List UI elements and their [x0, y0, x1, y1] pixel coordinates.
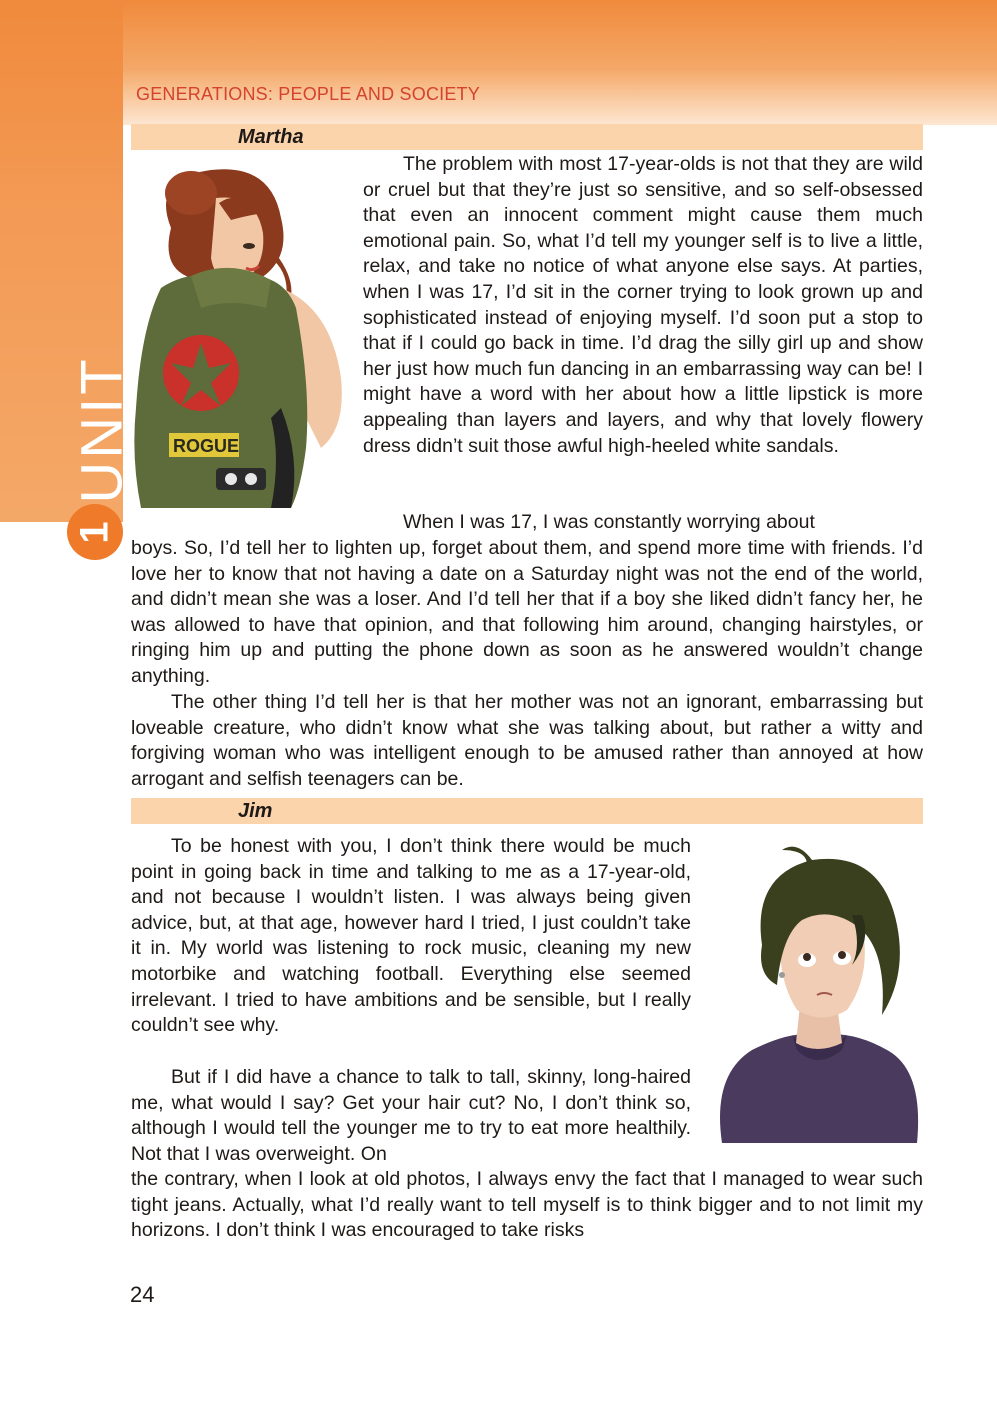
svg-text:ROGUE: ROGUE — [173, 436, 240, 456]
unit-label — [69, 340, 135, 520]
section-name-jim: Jim — [238, 800, 273, 822]
unit-number: 1 — [72, 520, 117, 544]
woman-in-green-jacket-illustration — [131, 158, 353, 508]
unit-number-badge — [67, 504, 123, 560]
martha-paragraph-2-start: When I was 17, I was constantly worrying about — [403, 511, 815, 533]
section-name-martha: Martha — [238, 126, 304, 148]
jim-paragraph-1: To be honest with you, I don’t think there would be much point in going back in time and talking to me as a 17-year-old, and not because I wouldn’t listen. I was always being given advice, but, at that age, however hard I tried, I just couldn’t take it in. My world was listening to rock music, cleaning my new motorbike and watching football. Everything else seemed irrelevant. I tried to have ambitions and be sensible, but I really couldn’t see why. — [131, 835, 691, 1037]
martha-paragraph-2-continued: boys. So, I’d tell her to lighten up, forget about them, and spend more time with friends. I’d love her to know that not having a date on a Saturday night was not the end of the world, and didn’t mean she was a loser. And I’d tell her that if a boy she liked didn’t fancy her, he was allowed to have that opinion, and that following him around, changing hairstyles, or ringing him up and putting the phone down as soon as he answered wouldn’t change anything. — [131, 537, 923, 687]
header-band — [0, 0, 997, 125]
unit-label-text: UNIT — [69, 356, 135, 504]
martha-paragraph-3: The other thing I’d tell her is that her mother was not an ignorant, embarrassing but loveable creature, who didn’t know what she was talking about, but rather a witty and forgiving woman who was intelligent enough to be amused rather than annoyed at how arrogant and selfish teenagers can be. — [131, 691, 923, 790]
young-man-in-purple-sweater-illustration — [712, 845, 924, 1143]
martha-paragraph-1: The problem with most 17-year-olds is not that they are wild or cruel but that they’re just so sensitive, and so self-obsessed that even an innocent comment might cause them much emotional pain. So, what I’d tell my younger self is to live a little, relax, and take no notice of what anyone else says. At parties, when I was 17, I’d sit in the corner trying to look grown up and sophisticated instead of enjoying myself. I’d soon put a stop to that if I could go back in time. I’d drag the silly girl up and show her just how much fun dancing in an embarrassing way can be! I might have a word with her about how a little lipstick is more appealing than layers and layers, and why that lovely flowery dress didn’t suit those awful high-heeled white sandals. — [363, 153, 923, 457]
section-header-martha — [131, 124, 923, 150]
page-header-title: GENERATIONS: PEOPLE AND SOCIETY — [136, 84, 480, 104]
page-number: 24 — [130, 1282, 155, 1307]
section-header-jim — [131, 798, 923, 824]
jim-paragraph-2-continued: the contrary, when I look at old photos, I always envy the fact that I managed to wear such tight jeans. Actually, what I’d really want to tell myself is to think bigger and to not limit my horizons. I don’t think I was encouraged to take risks — [131, 1168, 923, 1242]
jim-paragraph-2-start: But if I did have a chance to talk to tall, skinny, long-haired me, what would I say? Get your hair cut? No, I don’t think so, although I would tell the younger me to try to eat more healthily. Not that I was overweight. On — [131, 1066, 691, 1165]
